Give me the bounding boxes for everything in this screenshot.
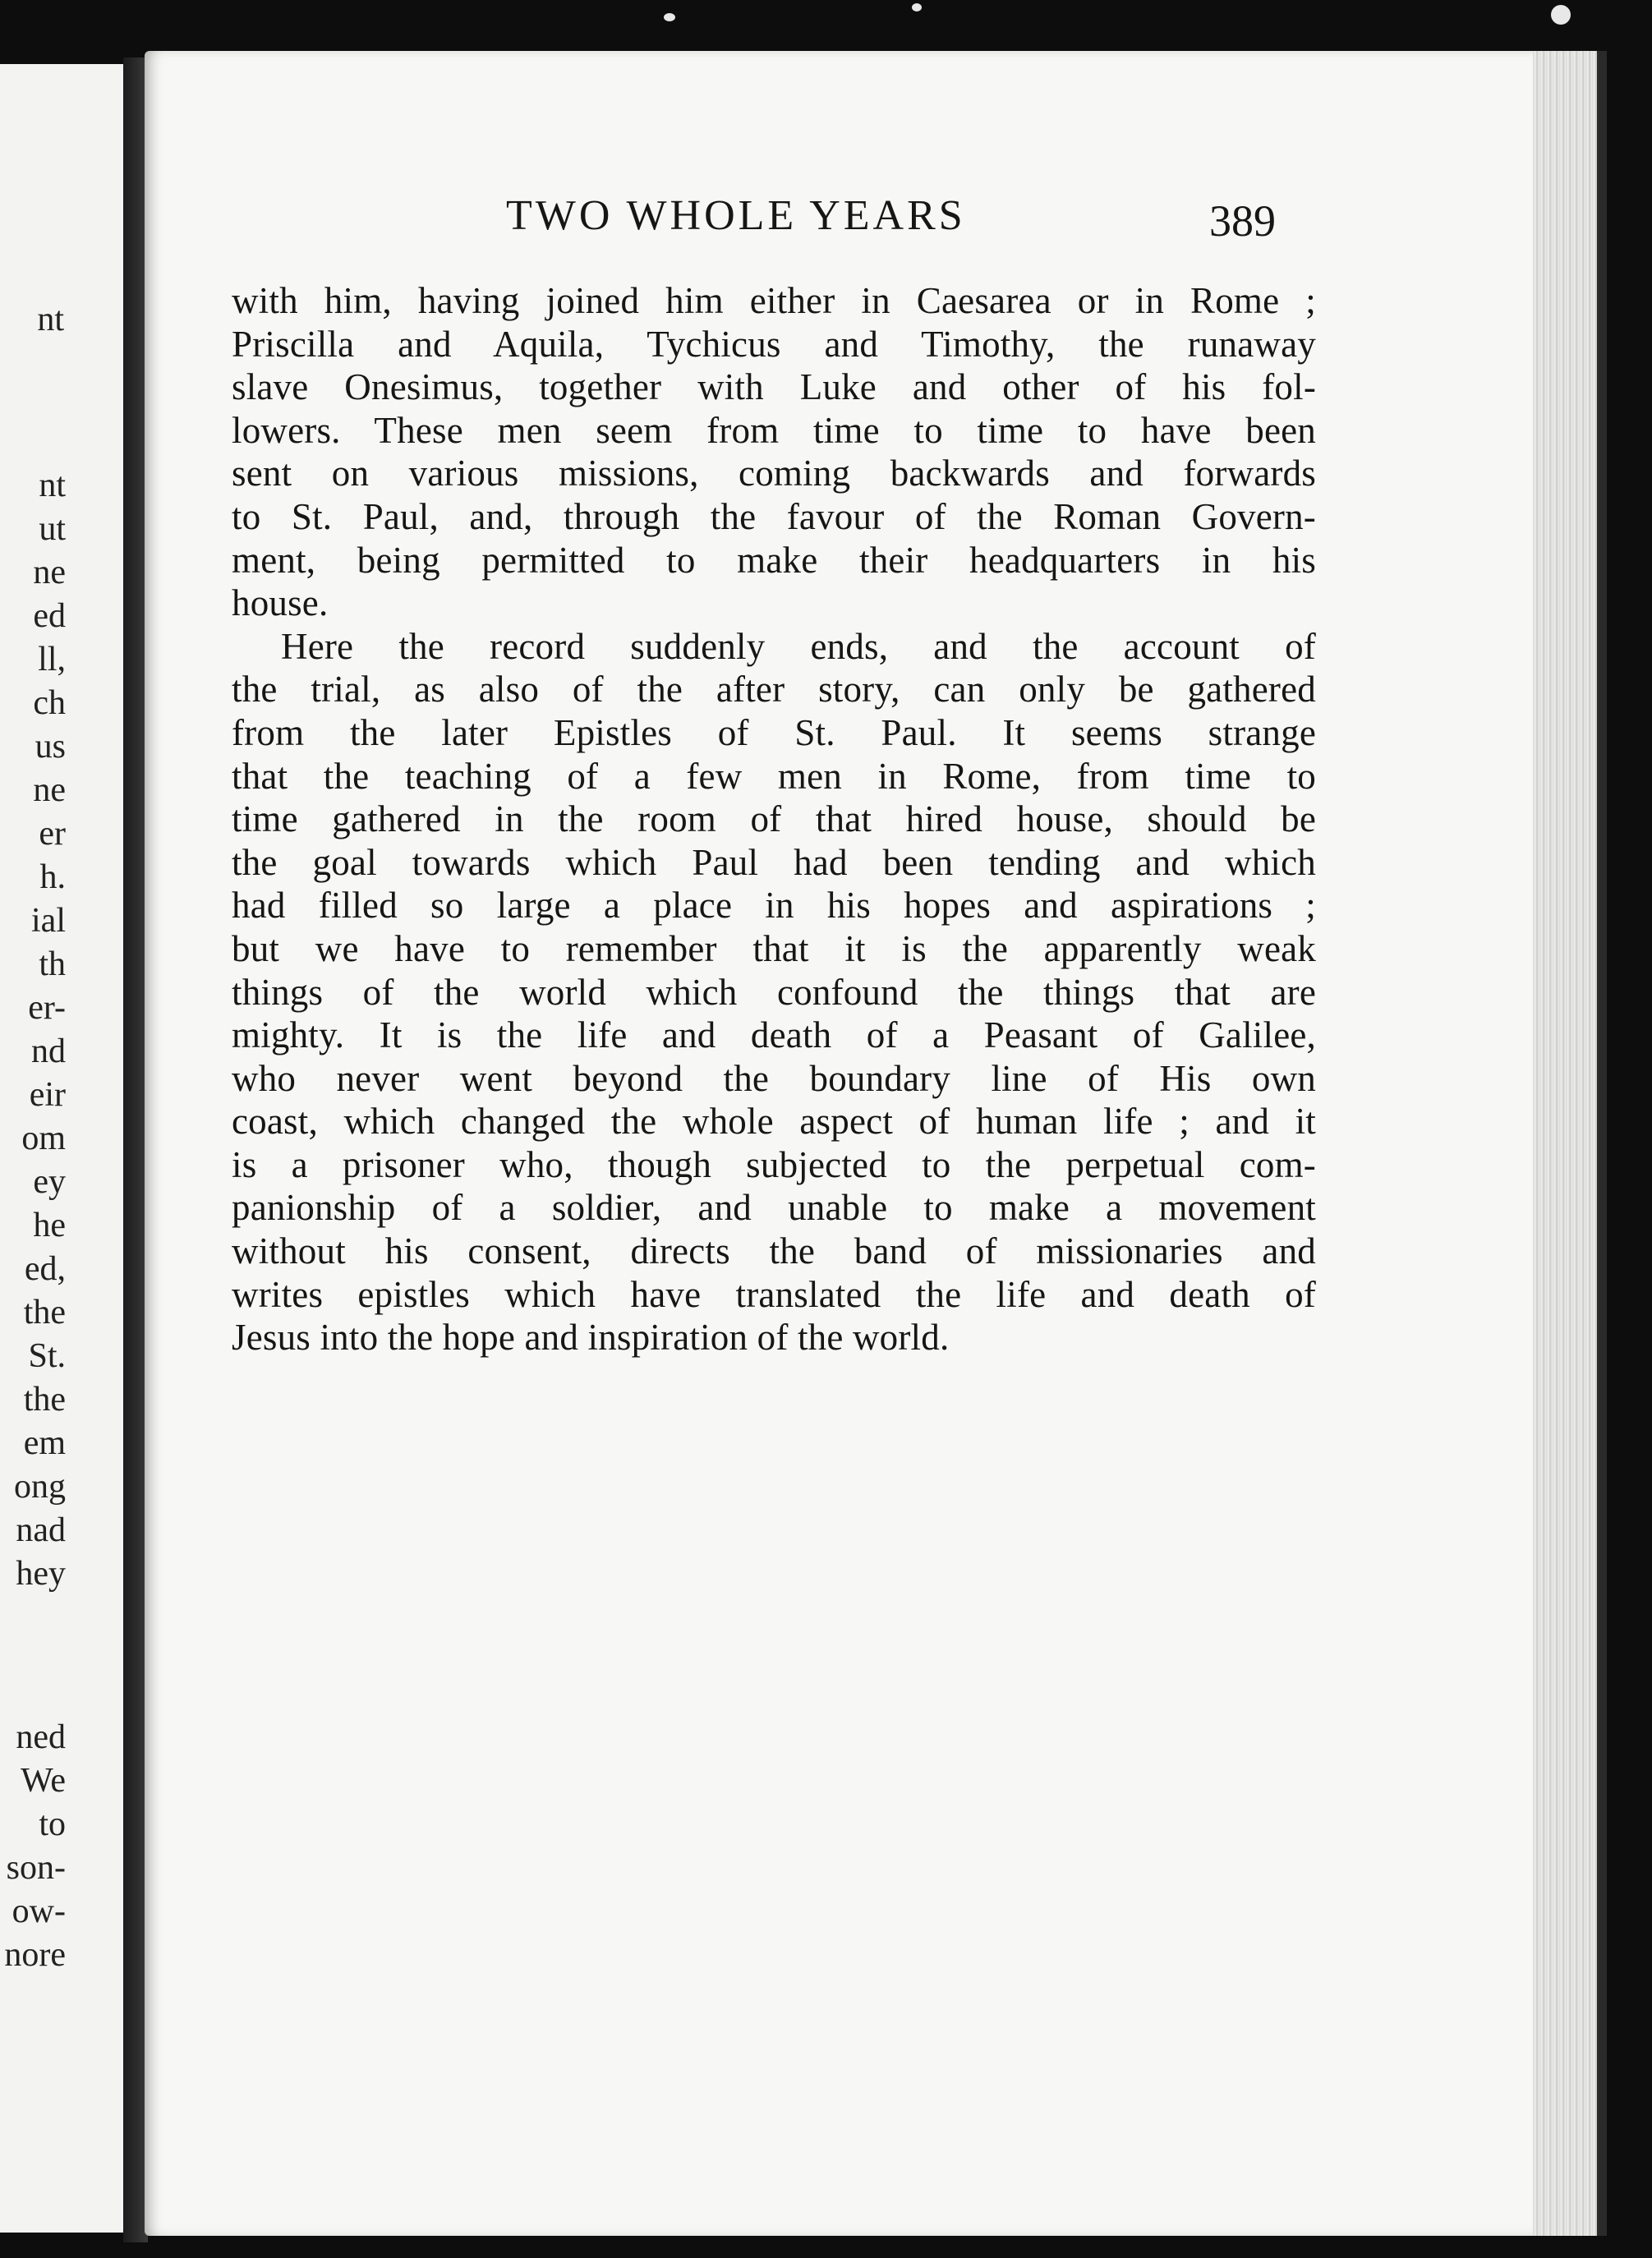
dust-speck <box>1551 5 1571 25</box>
left-page-fragment: ong <box>14 1468 66 1506</box>
left-page-fragment: er- <box>28 989 66 1027</box>
text-line: panionship of a soldier, and unable to make a movement <box>232 1187 1316 1229</box>
text-line: time gathered in the room of that hired house, should be <box>232 798 1316 840</box>
text-line: lowers. These men seem from time to time to have been <box>232 409 1316 451</box>
left-page-fragment: he <box>33 1207 66 1244</box>
left-page-fragment: nd <box>31 1032 66 1070</box>
left-page-fragment: We <box>21 1762 66 1800</box>
text-line: ment, being permitted to make their headquarters in his <box>232 539 1316 581</box>
page-edges <box>1533 51 1597 2236</box>
body-text <box>232 279 1316 1359</box>
facing-left-page <box>0 64 123 2233</box>
left-page-fragment: om <box>21 1120 66 1157</box>
left-page-fragment: er <box>39 815 66 853</box>
left-page-fragment: the <box>23 1294 66 1331</box>
left-page-fragment: ch <box>33 684 66 722</box>
page-number: 389 <box>1209 196 1276 246</box>
left-page-fragment: eir <box>29 1076 66 1114</box>
left-page-fragment: h. <box>39 858 66 896</box>
left-page-fragment: son- <box>6 1849 66 1887</box>
paragraph-first-line: Here the record suddenly ends, and the account of <box>281 625 1316 667</box>
text-line: with him, having joined him either in Caesarea or in Rome ; <box>232 280 1316 321</box>
left-page-fragment: us <box>35 728 66 766</box>
left-page-fragment: nt <box>39 467 66 504</box>
text-line: writes epistles which have translated the life and death of <box>232 1273 1316 1315</box>
text-line: things of the world which confound the things that are <box>232 971 1316 1013</box>
text-line: house. <box>232 582 329 624</box>
text-line: the goal towards which Paul had been tending and which <box>232 841 1316 883</box>
left-page-fragment: to <box>39 1805 66 1843</box>
left-page-fragment: hey <box>16 1555 66 1593</box>
text-line: the trial, as also of the after story, can only be gathered <box>232 669 1316 711</box>
left-page-fragment: ne <box>33 771 66 809</box>
text-line: Jesus into the hope and inspiration of the world. <box>232 1317 950 1359</box>
left-page-fragment: ow- <box>12 1892 66 1930</box>
text-line: who never went beyond the boundary line of His own <box>232 1057 1316 1099</box>
left-page-fragment: ey <box>33 1163 66 1201</box>
left-page-fragment: the <box>23 1381 66 1419</box>
left-page-fragment: nt <box>37 301 64 338</box>
dust-speck <box>912 3 922 11</box>
left-page-fragment: nad <box>16 1511 66 1549</box>
text-line: from the later Epistles of St. Paul. It seems strange <box>232 711 1316 753</box>
text-line: coast, which changed the whole aspect of human life ; and it <box>232 1101 1316 1143</box>
running-head <box>145 187 1533 253</box>
left-page-fragment: em <box>23 1424 66 1462</box>
text-line: without his consent, directs the band of missionaries and <box>232 1230 1316 1272</box>
text-line: but we have to remember that it is the apparently weak <box>232 927 1316 969</box>
left-page-fragment: ned <box>16 1718 66 1756</box>
text-line: had filled so large a place in his hopes and aspirations ; <box>232 885 1316 927</box>
text-line: is a prisoner who, though subjected to the perpetual com- <box>232 1143 1316 1185</box>
text-line: mighty. It is the life and death of a Peasant of Galilee, <box>232 1014 1316 1056</box>
left-page-fragment: th <box>39 945 66 983</box>
text-line: Priscilla and Aquila, Tychicus and Timothy, the runaway <box>232 323 1316 365</box>
left-page-fragment: ed <box>33 597 66 635</box>
text-line: sent on various missions, coming backwards and forwards <box>232 453 1316 494</box>
left-page-fragment: ne <box>33 554 66 591</box>
left-page-fragment: ut <box>39 510 66 548</box>
left-page-fragment: nore <box>4 1936 66 1974</box>
dust-speck <box>664 13 675 21</box>
running-title: TWO WHOLE YEARS <box>506 192 966 239</box>
left-page-fragment: ed, <box>24 1250 66 1288</box>
text-line: that the teaching of a few men in Rome, from time to <box>232 755 1316 797</box>
text-line: slave Onesimus, together with Luke and other of his fol- <box>232 366 1316 408</box>
left-page-fragment: St. <box>28 1337 66 1375</box>
text-line: to St. Paul, and, through the favour of the Roman Govern- <box>232 495 1316 537</box>
left-page-fragment: ial <box>31 902 66 940</box>
left-page-fragment: ll, <box>38 641 66 678</box>
